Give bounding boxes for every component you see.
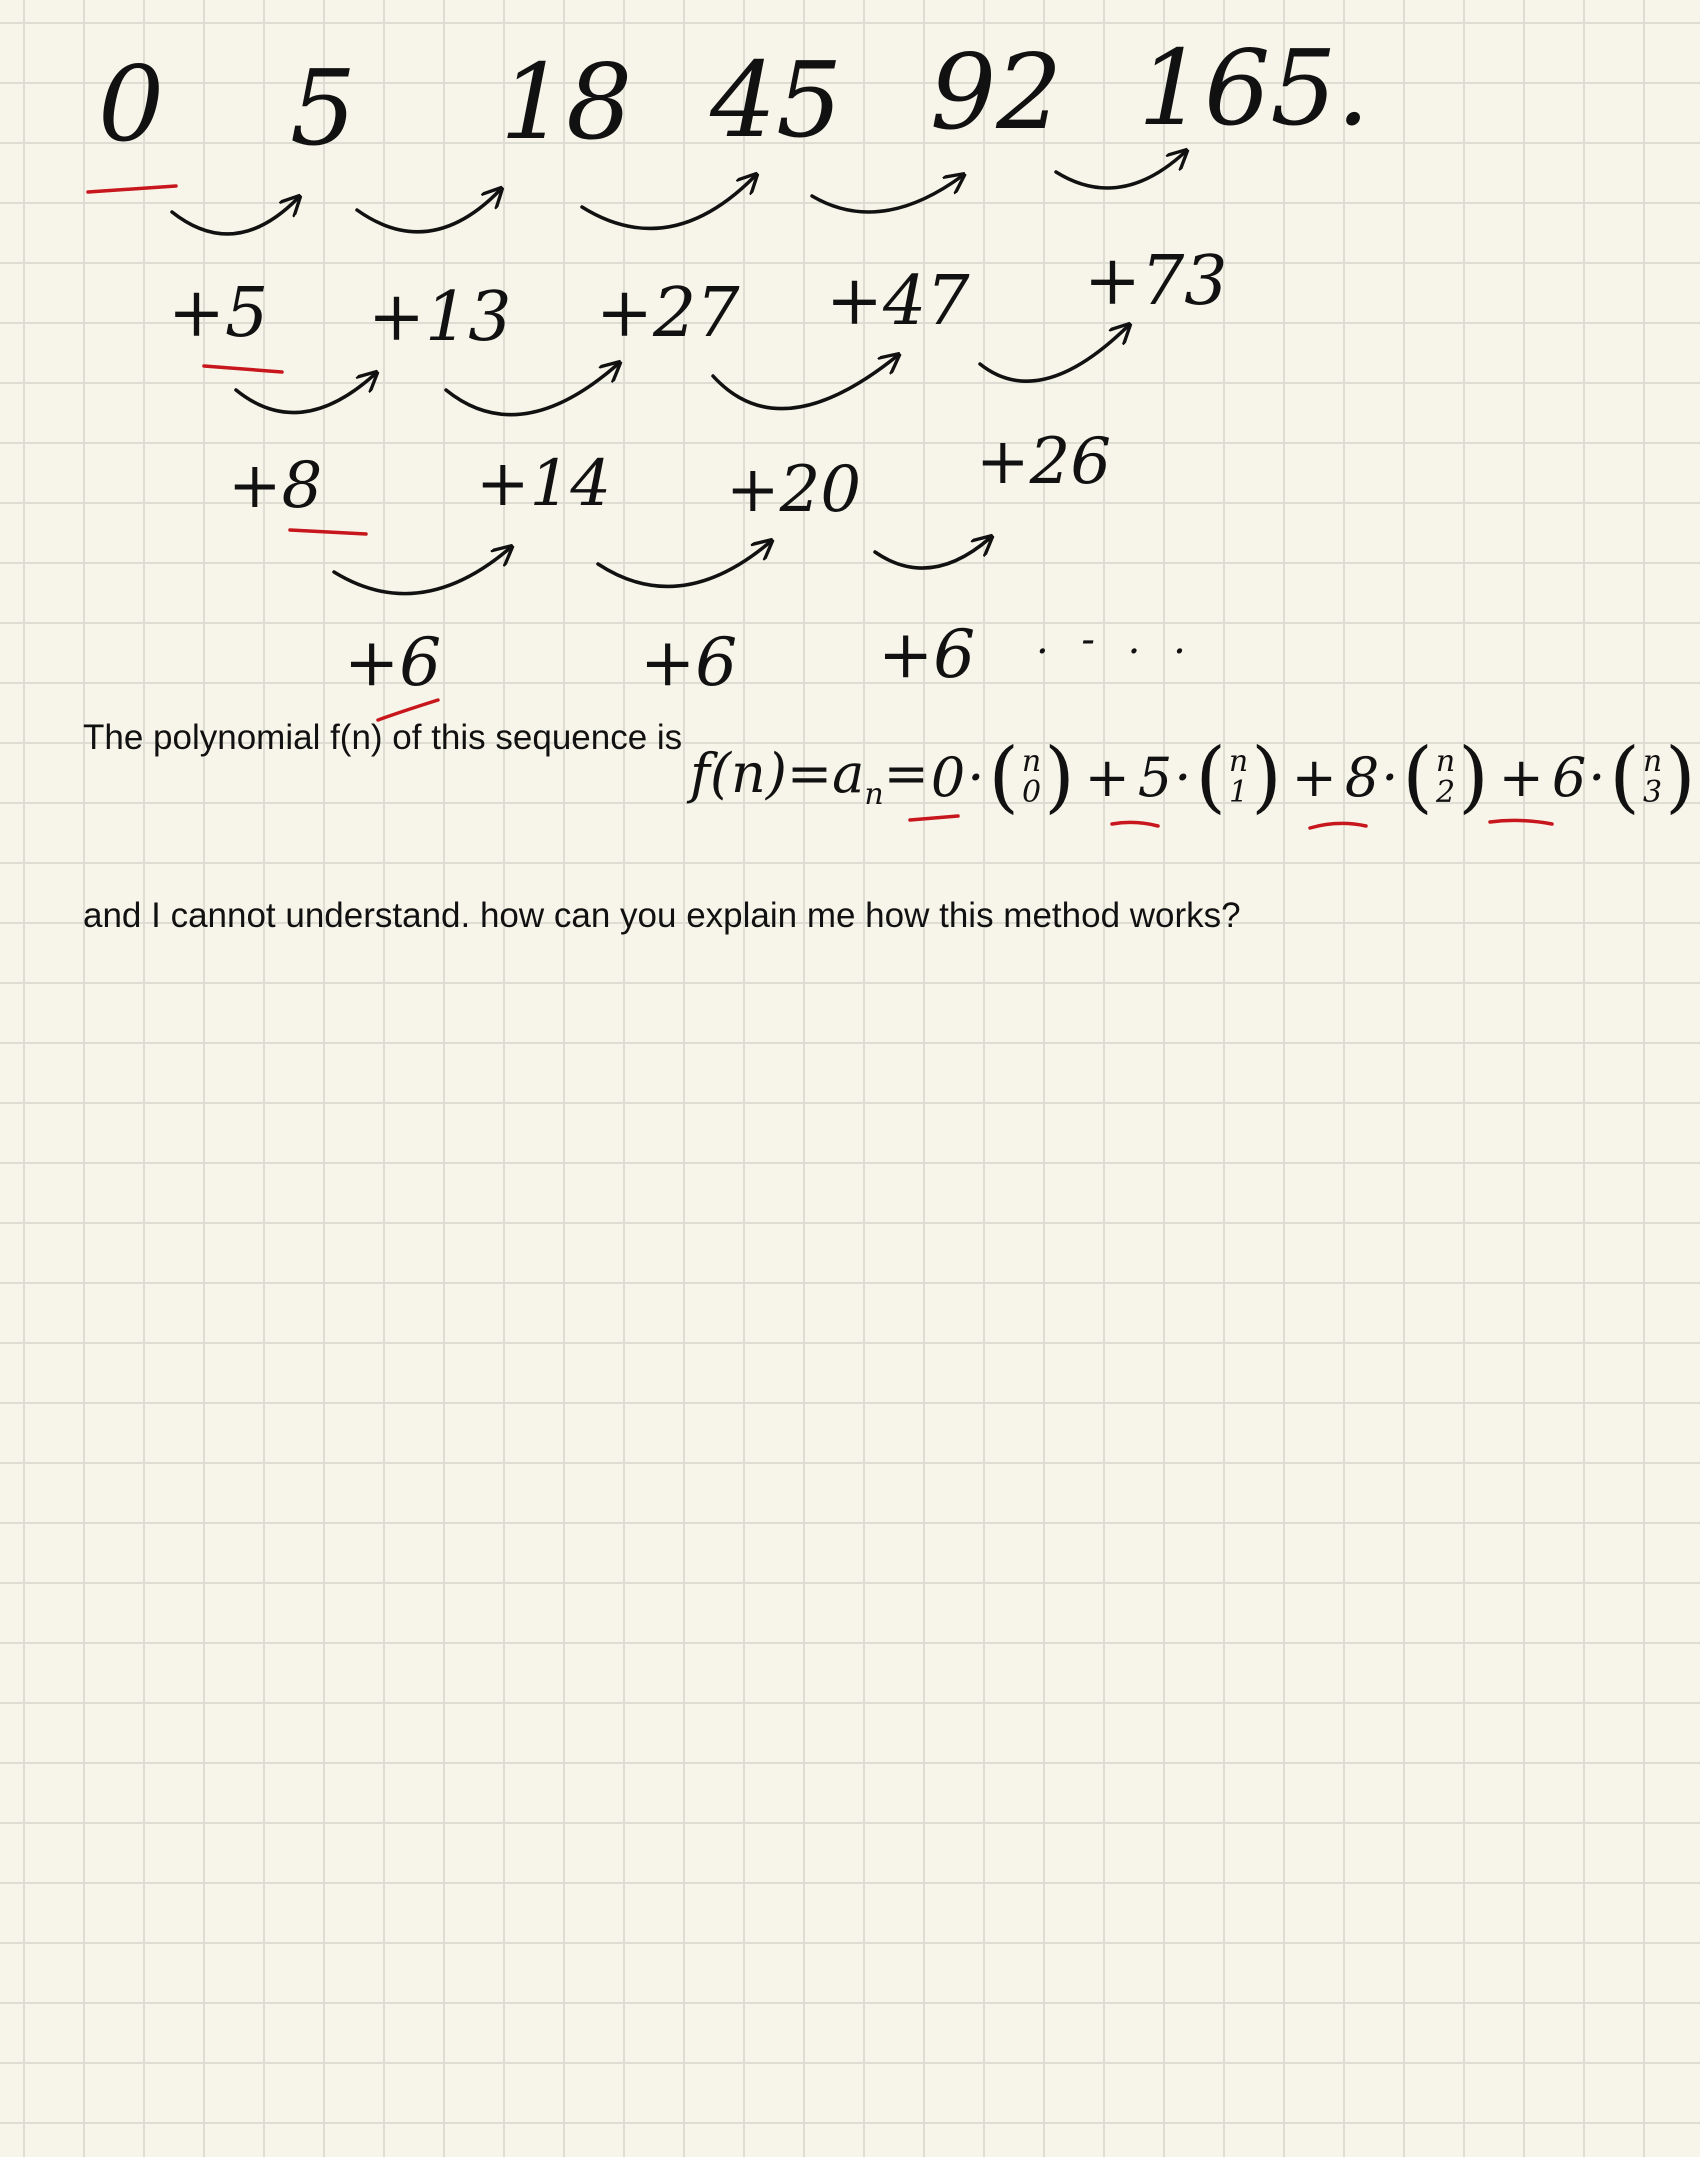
plus-sign: + xyxy=(1498,745,1544,809)
third-difference-3: +6 xyxy=(878,616,976,693)
arrow-row1-1 xyxy=(172,198,298,234)
plus-sign: + xyxy=(1084,745,1130,809)
times-dot: · xyxy=(1588,745,1606,809)
first-difference-4: +47 xyxy=(826,262,970,341)
times-dot: · xyxy=(967,745,985,809)
underline-coef-0 xyxy=(910,816,958,820)
first-difference-2: +13 xyxy=(368,278,512,357)
arrow-row3-2 xyxy=(598,542,770,586)
arrow-row2-2 xyxy=(446,364,618,415)
binomial-n-choose-1: ( n 1 ) xyxy=(1195,732,1282,822)
times-dot: · xyxy=(1381,745,1399,809)
underline-coef-5 xyxy=(1112,822,1158,826)
sequence-term-1: 0 xyxy=(98,43,165,165)
binomial-n-choose-0: ( n 0 ) xyxy=(988,732,1075,822)
first-difference-5: +73 xyxy=(1084,242,1228,321)
first-difference-1: +5 xyxy=(168,274,269,353)
times-dot: · xyxy=(1174,745,1192,809)
arrow-row1-3 xyxy=(582,176,755,228)
arrow-row3-1 xyxy=(334,548,510,594)
second-difference-4: +26 xyxy=(976,425,1112,499)
underline-d2-8 xyxy=(290,530,366,534)
second-difference-2: +14 xyxy=(476,447,612,521)
sequence-term-3: 18 xyxy=(500,41,633,163)
arrow-row1-2 xyxy=(357,190,500,232)
formula-lhs-subscript: n xyxy=(864,776,884,812)
intro-text: The polynomial f(n) of this sequence is xyxy=(83,718,683,757)
sequence-term-5: 92 xyxy=(930,31,1063,153)
arrow-row1-4 xyxy=(812,176,962,212)
sequence-term-6: 165. xyxy=(1138,27,1370,149)
sequence-term-4: 45 xyxy=(710,39,843,161)
arrow-row2-4 xyxy=(980,326,1128,381)
arrow-row2-3 xyxy=(713,356,897,409)
arrow-row1-5 xyxy=(1056,152,1185,188)
question-text: and I cannot understand. how can you explain me how this method works? xyxy=(83,896,1241,935)
coefficient-0: 0 xyxy=(930,745,966,809)
coefficient-6: 6 xyxy=(1551,745,1587,809)
formula-lhs: $f(n)=a_n=$ xyxy=(690,742,929,812)
continuation-dots: . - . . xyxy=(1036,617,1196,663)
second-difference-3: +20 xyxy=(726,453,862,527)
arrow-row2-1 xyxy=(236,374,375,413)
third-difference-2: +6 xyxy=(640,624,738,701)
first-difference-3: +27 xyxy=(596,274,740,353)
sequence-term-2: 5 xyxy=(290,47,357,169)
underline-coef-6 xyxy=(1490,820,1552,824)
arrow-row3-3 xyxy=(875,538,990,568)
coefficient-8: 8 xyxy=(1344,745,1380,809)
coefficient-5: 5 xyxy=(1137,745,1173,809)
third-difference-1: +6 xyxy=(344,624,442,701)
underline-seq-0 xyxy=(88,186,176,192)
binomial-n-choose-3: ( n 3 ) xyxy=(1609,732,1696,822)
underline-d3-6 xyxy=(378,700,438,720)
newton-series-formula xyxy=(690,732,1700,822)
plus-sign: + xyxy=(1291,745,1337,809)
binomial-n-choose-2: ( n 2 ) xyxy=(1402,732,1489,822)
underline-d1-5 xyxy=(204,366,282,372)
underline-coef-8 xyxy=(1310,823,1366,828)
second-difference-1: +8 xyxy=(228,449,323,523)
